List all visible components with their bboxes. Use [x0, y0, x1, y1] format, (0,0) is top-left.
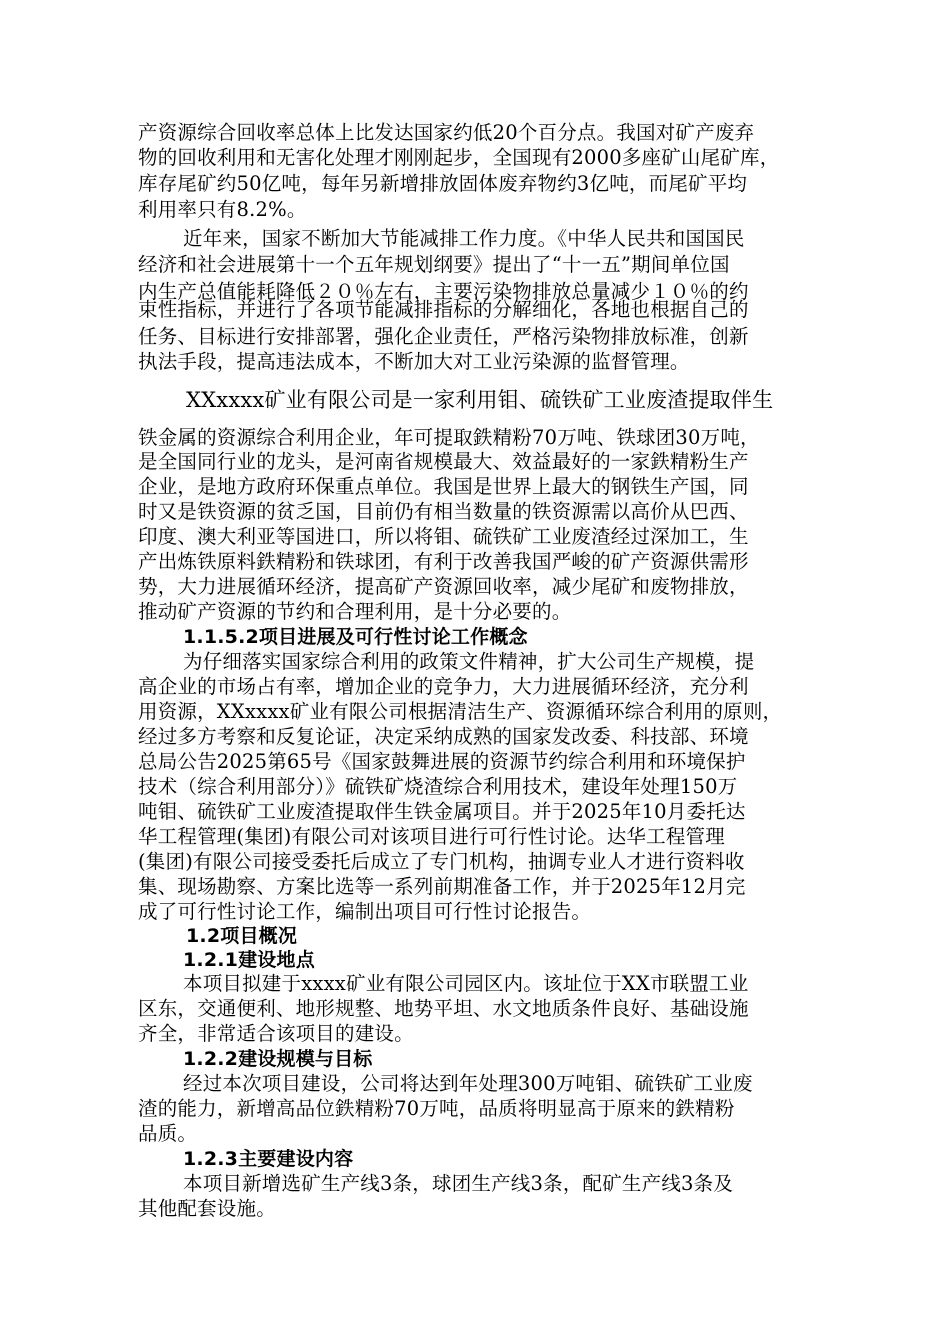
- paragraph-line: 成了可行性讨论工作，编制出项目可行性讨论报告。: [138, 900, 592, 923]
- paragraph-line: 内生产总值能耗降低２０％左右，主要污染物排放总量减少１０％的约: [138, 280, 749, 303]
- paragraph-line: (集团)有限公司接受委托后成立了专门机构，抽调专业人才进行资料收: [138, 850, 745, 873]
- paragraph-line: 集、现场勘察、方案比选等一系列前期准备工作，并于2025年12月完: [138, 875, 746, 898]
- paragraph-line: 是全国同行业的龙头，是河南省规模最大、效益最好的一家鉄精粉生产: [138, 450, 749, 473]
- paragraph-line: 渣的能力，新增高品位鉄精粉70万吨，品质将明显高于原来的鉄精粉: [138, 1097, 735, 1120]
- paragraph-line: 束性指标，并进行了各项节能减排指标的分解细化，各地也根据自己的: [138, 298, 749, 321]
- paragraph-line: 本项目新增选矿生产线3条，球团生产线3条，配矿生产线3条及: [183, 1172, 734, 1195]
- paragraph-line: XXxxxx矿业有限公司是一家利用钼、硫铁矿工业废渣提取伴生: [186, 388, 774, 412]
- paragraph-line: 执法手段，提高违法成本，不断加大对工业污染源的监督管理。: [138, 350, 690, 373]
- paragraph-line: 区东，交通便利、地形规整、地势平坦、水文地质条件良好、基础设施: [138, 997, 749, 1020]
- section-heading: 1.1.5.2项目进展及可行性讨论工作概念: [183, 626, 528, 648]
- paragraph-line: 近年来，国家不断加大节能减排工作力度。《中华人民共和国国民: [183, 227, 745, 250]
- paragraph-line: 经过多方考察和反复论证，决定采纳成熟的国家发改委、科技部、环境: [138, 725, 749, 748]
- paragraph-line: 吨钼、硫铁矿工业废渣提取伴生铁金属项目。并于2025年10月委托达: [138, 800, 746, 823]
- paragraph-line: 任务、目标进行安排部署，强化企业责任，严格污染物排放标准，创新: [138, 325, 749, 348]
- paragraph-line: 齐全，非常适合该项目的建设。: [138, 1022, 414, 1045]
- paragraph-line: 技术（综合利用部分）》硫铁矿烧渣综合利用技术，建设年处理150万: [138, 775, 738, 798]
- paragraph-line: 推动矿产资源的节约和合理利用，是十分必要的。: [138, 600, 572, 623]
- paragraph-line: 库存尾矿约50亿吨，每年另新增排放固体废弃物约3亿吨，而尾矿平均: [138, 172, 748, 195]
- paragraph-line: 其他配套设施。: [138, 1197, 276, 1220]
- paragraph-line: 产出炼铁原料鉄精粉和铁球团，有利于改善我国严峻的矿产资源供需形: [138, 550, 749, 573]
- paragraph-line: 经过本次项目建设，公司将达到年处理300万吨钼、硫铁矿工业废: [183, 1072, 753, 1095]
- paragraph-line: 高企业的市场占有率，增加企业的竞争力，大力进展循环经济，充分利: [138, 675, 749, 698]
- paragraph-line: 品质。: [138, 1122, 198, 1145]
- paragraph-line: 华工程管理(集团)有限公司对该项目进行可行性讨论。达华工程管理: [138, 825, 725, 848]
- paragraph-line: 印度、澳大利亚等国进口，所以将钼、硫铁矿工业废渣经过深加工，生: [138, 525, 749, 548]
- paragraph-line: 用资源，XXxxxx矿业有限公司根据清洁生产、资源循环综合利用的原则，: [138, 700, 783, 723]
- paragraph-line: 本项目拟建于xxxx矿业有限公司园区内。该址位于XX市联盟工业: [183, 972, 749, 995]
- paragraph-line: 利用率只有8.2%。: [138, 198, 307, 221]
- paragraph-line: 经济和社会进展第十一个五年规划纲要》提出了“十一五”期间单位国: [138, 253, 730, 276]
- paragraph-line: 企业，是地方政府环保重点单位。我国是世界上最大的钢铁生产国，同: [138, 475, 749, 498]
- paragraph-line: 总局公告2025第65号《国家鼓舞进展的资源节约综合利用和环境保护: [138, 750, 746, 773]
- section-heading: 1.2.1建设地点: [183, 949, 315, 971]
- section-heading: 1.2项目概况: [186, 925, 298, 947]
- section-heading: 1.2.2建设规模与目标: [183, 1048, 373, 1070]
- paragraph-line: 时又是铁资源的贫乏国，目前仍有相当数量的铁资源需以高价从巴西、: [138, 500, 749, 523]
- paragraph-line: 物的回收利用和无害化处理才刚刚起步，全国现有2000多座矿山尾矿库，: [138, 146, 780, 169]
- paragraph-line: 铁金属的资源综合利用企业，年可提取鉄精粉70万吨、铁球团30万吨，: [138, 426, 760, 449]
- paragraph-line: 产资源综合回收率总体上比发达国家约低20个百分点。我国对矿产废弃: [138, 121, 755, 144]
- section-heading: 1.2.3主要建设内容: [183, 1148, 354, 1170]
- paragraph-line: 势，大力进展循环经济，提高矿产资源回收率，减少尾矿和废物排放，: [138, 575, 749, 598]
- paragraph-line: 为仔细落实国家综合利用的政策文件精神，扩大公司生产规模，提: [183, 650, 755, 673]
